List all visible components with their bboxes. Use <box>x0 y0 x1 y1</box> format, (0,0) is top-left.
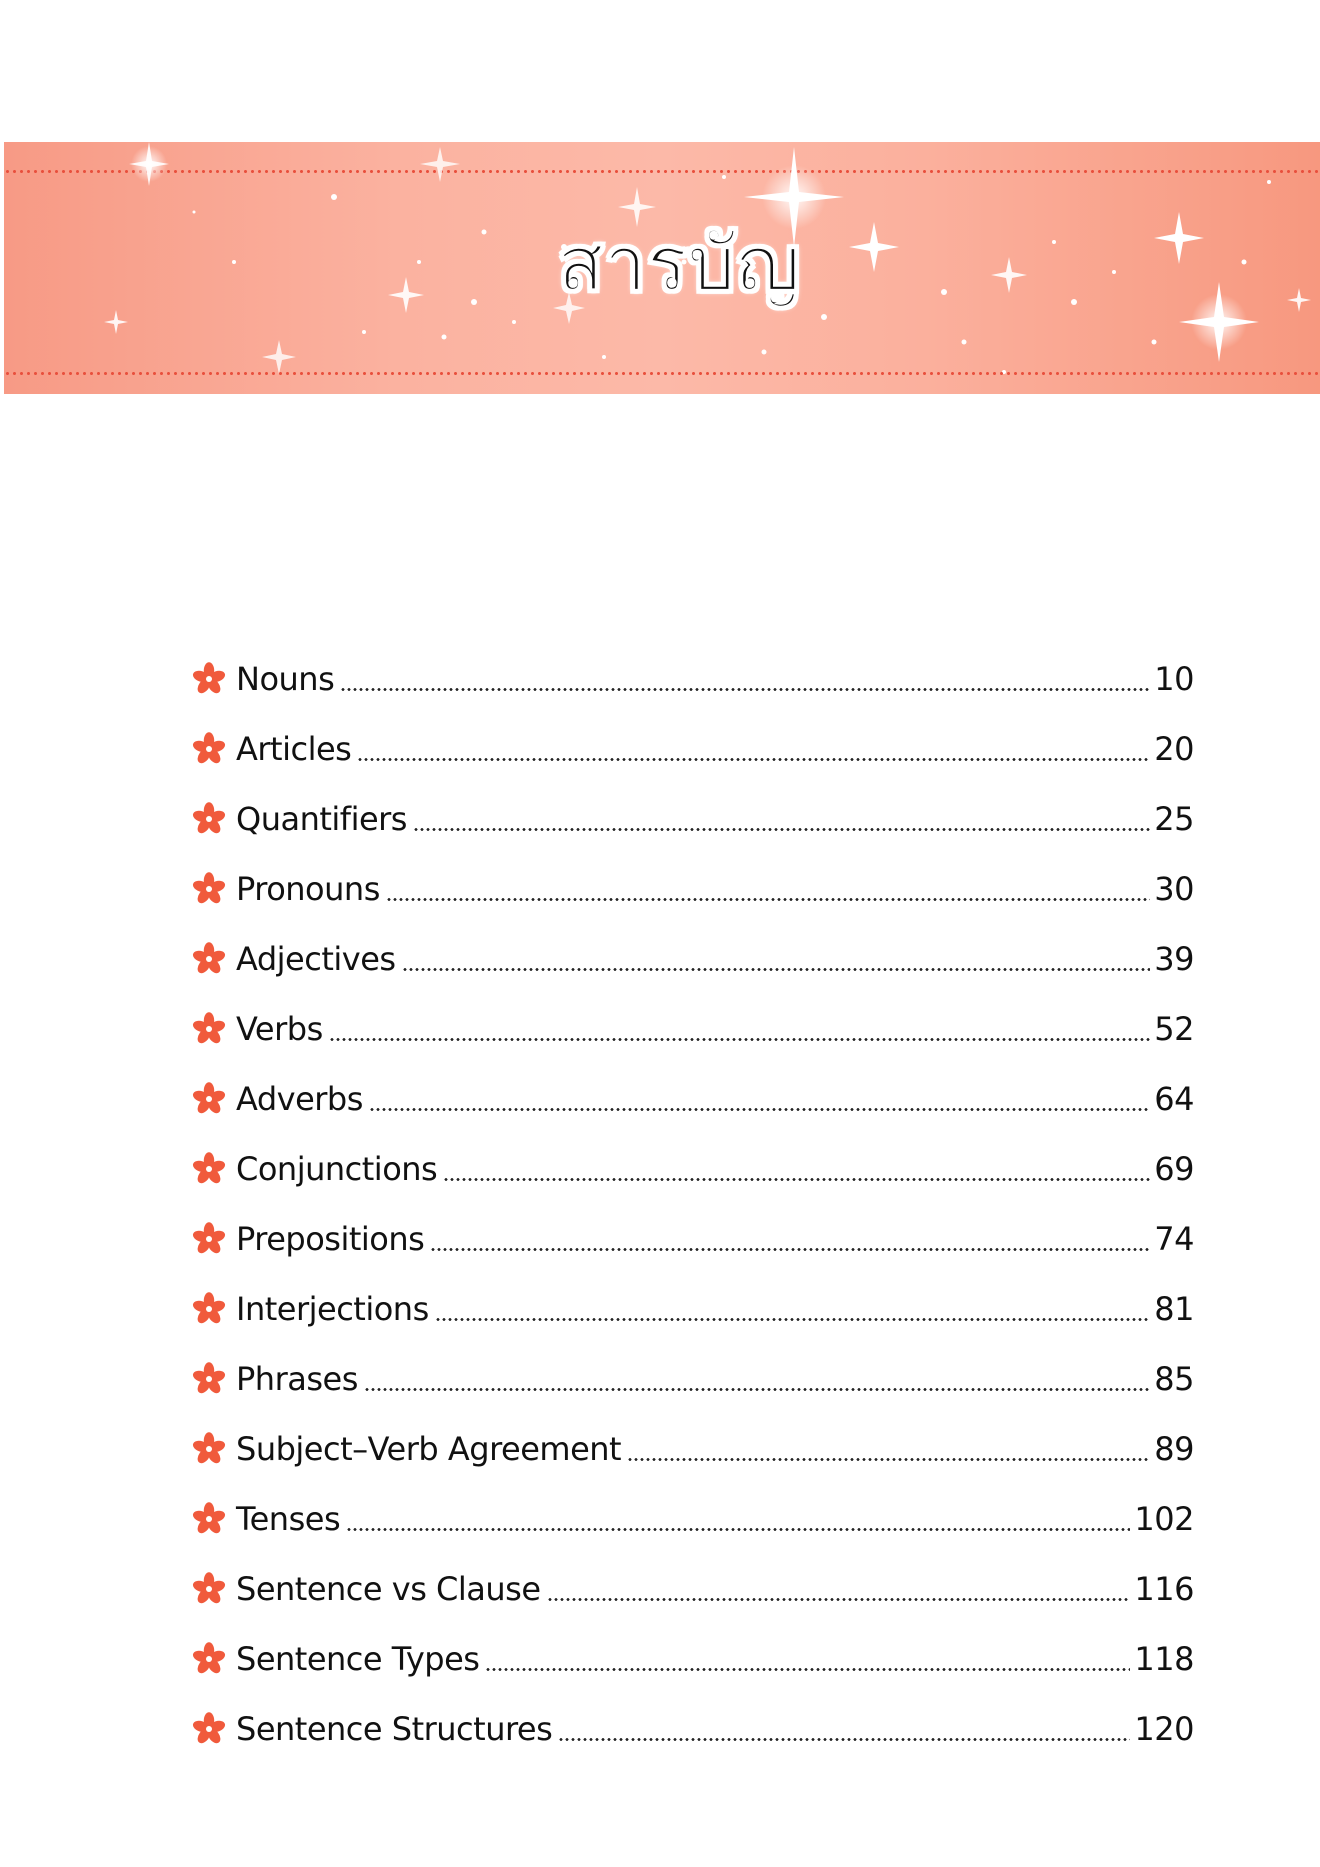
toc-entry-page-number: 74 <box>1154 1220 1194 1258</box>
flower-icon <box>192 1362 226 1396</box>
toc-entry[interactable] <box>192 980 1194 1050</box>
toc-entry-label: Verbs <box>236 1010 323 1048</box>
dot-leader <box>430 1248 1150 1251</box>
flower-icon <box>192 1502 226 1536</box>
toc-entry-page-number: 20 <box>1154 730 1194 768</box>
banner-dotted-line-bottom <box>4 372 1320 375</box>
flower-icon <box>192 802 226 836</box>
dot-leader <box>346 1528 1130 1531</box>
toc-entry[interactable] <box>192 700 1194 770</box>
flower-icon <box>192 1292 226 1326</box>
flower-icon <box>192 662 226 696</box>
toc-entry-page-number: 64 <box>1154 1080 1194 1118</box>
page-title: สารบัญ <box>557 219 801 308</box>
toc-entry-label: Quantifiers <box>236 800 407 838</box>
toc-entry-page-number: 118 <box>1134 1640 1194 1678</box>
flower-icon <box>192 1082 226 1116</box>
toc-entry-label: Phrases <box>236 1360 358 1398</box>
toc-entry-page-number: 120 <box>1134 1710 1194 1748</box>
flower-icon <box>192 872 226 906</box>
dot-leader <box>402 968 1151 971</box>
dot-leader <box>435 1318 1151 1321</box>
dot-leader <box>369 1108 1150 1111</box>
toc-entry-page-number: 39 <box>1154 940 1194 978</box>
flower-icon <box>192 1152 226 1186</box>
dot-leader <box>329 1038 1151 1041</box>
toc-entry-label: Pronouns <box>236 870 380 908</box>
flower-icon <box>192 1222 226 1256</box>
dot-leader <box>413 828 1150 831</box>
dot-leader <box>364 1388 1150 1391</box>
toc-entry-page-number: 52 <box>1154 1010 1194 1048</box>
toc-entry-page-number: 25 <box>1154 800 1194 838</box>
flower-icon <box>192 1642 226 1676</box>
toc-entry-page-number: 85 <box>1154 1360 1194 1398</box>
toc-entry-label: Sentence vs Clause <box>236 1570 541 1608</box>
toc-entry-label: Subject–Verb Agreement <box>236 1430 622 1468</box>
toc-entry-page-number: 10 <box>1154 660 1194 698</box>
toc-entry[interactable] <box>192 1540 1194 1610</box>
toc-entry-label: Interjections <box>236 1290 429 1328</box>
toc-entry-label: Conjunctions <box>236 1150 438 1188</box>
toc-entry[interactable] <box>192 840 1194 910</box>
dot-leader <box>485 1668 1130 1671</box>
toc-entry-page-number: 102 <box>1134 1500 1194 1538</box>
dot-leader <box>558 1738 1130 1741</box>
flower-icon <box>192 1572 226 1606</box>
toc-entry[interactable] <box>192 1680 1194 1750</box>
toc-entry[interactable] <box>192 1120 1194 1190</box>
toc-entry-page-number: 30 <box>1154 870 1194 908</box>
flower-icon <box>192 1432 226 1466</box>
toc-entry-page-number: 69 <box>1154 1150 1194 1188</box>
dot-leader <box>357 758 1150 761</box>
toc-entry-page-number: 116 <box>1134 1570 1194 1608</box>
flower-icon <box>192 1712 226 1746</box>
flower-icon <box>192 732 226 766</box>
toc-entry-label: Articles <box>236 730 352 768</box>
toc-entry[interactable] <box>192 1050 1194 1120</box>
dot-leader <box>340 688 1150 691</box>
toc-entry[interactable] <box>192 770 1194 840</box>
toc-entry-label: Prepositions <box>236 1220 425 1258</box>
flower-icon <box>192 942 226 976</box>
toc-entry-label: Adverbs <box>236 1080 363 1118</box>
dot-leader <box>443 1178 1150 1181</box>
toc-entry[interactable] <box>192 1330 1194 1400</box>
toc-entry[interactable] <box>192 1190 1194 1260</box>
flower-icon <box>192 1012 226 1046</box>
toc-entry-page-number: 89 <box>1154 1430 1194 1468</box>
table-of-contents <box>192 630 1194 1750</box>
dot-leader <box>386 898 1150 901</box>
toc-entry-page-number: 81 <box>1154 1290 1194 1328</box>
toc-entry[interactable] <box>192 630 1194 700</box>
toc-entry-label: Nouns <box>236 660 335 698</box>
dot-leader <box>627 1458 1150 1461</box>
toc-entry-label: Sentence Structures <box>236 1710 553 1748</box>
toc-entry[interactable] <box>192 910 1194 980</box>
toc-entry-label: Tenses <box>236 1500 341 1538</box>
toc-entry[interactable] <box>192 1260 1194 1330</box>
toc-entry[interactable] <box>192 1400 1194 1470</box>
dot-leader <box>547 1598 1131 1601</box>
toc-entry[interactable] <box>192 1470 1194 1540</box>
toc-entry[interactable] <box>192 1610 1194 1680</box>
header-banner <box>4 142 1320 394</box>
toc-entry-label: Adjectives <box>236 940 396 978</box>
toc-entry-label: Sentence Types <box>236 1640 480 1678</box>
